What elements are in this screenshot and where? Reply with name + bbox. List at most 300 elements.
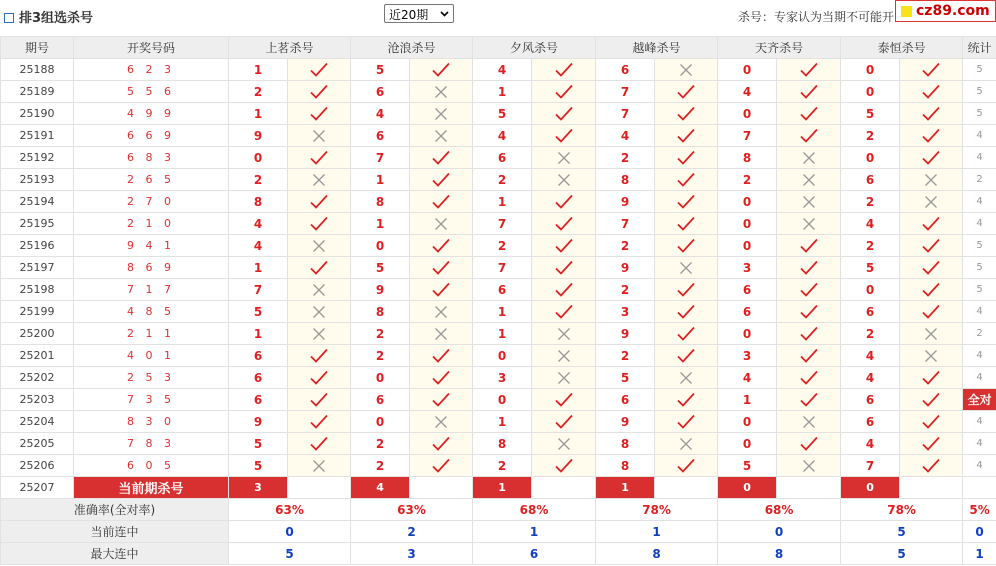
issue-cell: 25204 <box>1 411 74 433</box>
kill-number-table <box>0 36 996 565</box>
kill-number-cell: 2 <box>841 191 900 213</box>
kill-number-cell: 4 <box>841 345 900 367</box>
kill-note: 杀号：专家认为当期不可能开 <box>738 10 895 24</box>
header-expert[interactable]: 沧浪杀号 <box>351 37 473 59</box>
check-icon <box>554 304 574 320</box>
cross-icon <box>923 348 939 364</box>
check-icon <box>309 348 329 364</box>
footer-value: 8 <box>596 543 718 565</box>
header-expert[interactable]: 泰恒杀号 <box>841 37 963 59</box>
table-row <box>1 323 996 345</box>
kill-result-cell <box>410 301 473 323</box>
check-icon <box>554 260 574 276</box>
kill-number-cell: 4 <box>229 213 288 235</box>
check-icon <box>921 370 941 386</box>
kill-number-cell: 6 <box>473 279 532 301</box>
kill-number-cell: 7 <box>596 213 655 235</box>
kill-result-cell <box>900 81 963 103</box>
header-expert[interactable]: 天齐杀号 <box>718 37 841 59</box>
stat-cell: 4 <box>963 433 996 455</box>
table-row <box>1 279 996 301</box>
kill-result-cell <box>777 345 841 367</box>
kill-result-cell <box>532 433 596 455</box>
table-row <box>1 389 996 411</box>
kill-result-cell <box>655 345 718 367</box>
current-kill-cell: 3 <box>229 477 288 499</box>
draw-number-cell: 8 3 0 <box>74 411 229 433</box>
issue-cell: 25193 <box>1 169 74 191</box>
check-icon <box>309 150 329 166</box>
kill-number-cell: 4 <box>718 367 777 389</box>
cross-icon <box>923 194 939 210</box>
check-icon <box>431 370 451 386</box>
cross-icon <box>311 128 327 144</box>
check-icon <box>554 106 574 122</box>
kill-result-cell <box>288 279 351 301</box>
check-icon <box>921 436 941 452</box>
check-icon <box>676 84 696 100</box>
kill-number-cell: 7 <box>473 257 532 279</box>
kill-result-cell <box>777 367 841 389</box>
current-kill-blank <box>288 477 351 499</box>
kill-number-cell: 0 <box>841 147 900 169</box>
kill-number-cell: 8 <box>596 169 655 191</box>
check-icon <box>921 260 941 276</box>
table-header-row <box>1 37 996 59</box>
check-icon <box>431 436 451 452</box>
check-icon <box>921 106 941 122</box>
kill-result-cell <box>532 389 596 411</box>
kill-result-cell <box>777 455 841 477</box>
kill-number-cell: 6 <box>229 389 288 411</box>
kill-result-cell <box>410 169 473 191</box>
cross-icon <box>801 150 817 166</box>
kill-number-cell: 5 <box>351 257 410 279</box>
kill-number-cell: 5 <box>229 301 288 323</box>
cross-icon <box>433 414 449 430</box>
kill-result-cell <box>532 125 596 147</box>
kill-result-cell <box>777 103 841 125</box>
kill-number-cell: 7 <box>718 125 777 147</box>
kill-result-cell <box>288 103 351 125</box>
kill-result-cell <box>410 323 473 345</box>
kill-number-cell: 2 <box>596 147 655 169</box>
table-row <box>1 367 996 389</box>
check-icon <box>431 172 451 188</box>
kill-number-cell: 4 <box>229 235 288 257</box>
cross-icon <box>556 436 572 452</box>
kill-number-cell: 5 <box>229 433 288 455</box>
kill-result-cell <box>655 301 718 323</box>
kill-number-cell: 0 <box>718 411 777 433</box>
check-icon <box>799 392 819 408</box>
check-icon <box>799 282 819 298</box>
draw-number-cell: 6 2 3 <box>74 59 229 81</box>
issue-cell: 25192 <box>1 147 74 169</box>
kill-result-cell <box>532 411 596 433</box>
kill-number-cell: 3 <box>596 301 655 323</box>
draw-number-cell: 4 8 5 <box>74 301 229 323</box>
footer-label: 准确率(全对率) <box>1 499 229 521</box>
kill-result-cell <box>900 455 963 477</box>
kill-result-cell <box>777 125 841 147</box>
kill-number-cell: 1 <box>473 81 532 103</box>
kill-number-cell: 0 <box>718 103 777 125</box>
check-icon <box>799 84 819 100</box>
kill-number-cell: 2 <box>596 345 655 367</box>
kill-result-cell <box>655 191 718 213</box>
check-icon <box>676 326 696 342</box>
check-icon <box>921 238 941 254</box>
check-icon <box>676 458 696 474</box>
check-icon <box>309 62 329 78</box>
check-icon <box>309 392 329 408</box>
footer-value: 78% <box>841 499 963 521</box>
kill-result-cell <box>288 59 351 81</box>
square-icon <box>4 13 14 23</box>
kill-number-cell: 0 <box>841 81 900 103</box>
logo-square-icon <box>901 6 912 17</box>
issue-cell: 25201 <box>1 345 74 367</box>
top-bar <box>0 0 996 34</box>
check-icon <box>554 62 574 78</box>
kill-result-cell <box>655 279 718 301</box>
current-kill-cell: 1 <box>473 477 532 499</box>
cross-icon <box>556 348 572 364</box>
current-kill-blank <box>900 477 963 499</box>
check-icon <box>799 326 819 342</box>
stat-cell: 5 <box>963 279 996 301</box>
kill-number-cell: 0 <box>229 147 288 169</box>
check-icon <box>921 414 941 430</box>
stat-cell: 5 <box>963 257 996 279</box>
stat-cell-empty <box>963 477 996 499</box>
cross-icon <box>556 370 572 386</box>
cross-icon <box>311 304 327 320</box>
check-icon <box>799 436 819 452</box>
kill-number-cell: 9 <box>229 411 288 433</box>
kill-result-cell <box>777 59 841 81</box>
table-row <box>1 191 996 213</box>
cross-icon <box>923 326 939 342</box>
footer-value: 1 <box>473 521 596 543</box>
kill-number-cell: 0 <box>351 411 410 433</box>
kill-result-cell <box>777 301 841 323</box>
footer-value: 3 <box>351 543 473 565</box>
stat-cell: 5 <box>963 235 996 257</box>
draw-number-cell: 9 4 1 <box>74 235 229 257</box>
kill-number-cell: 1 <box>473 323 532 345</box>
kill-number-cell: 3 <box>718 345 777 367</box>
kill-result-cell <box>532 81 596 103</box>
kill-result-cell <box>532 345 596 367</box>
table-row <box>1 59 996 81</box>
kill-result-cell <box>288 191 351 213</box>
issue-cell: 25189 <box>1 81 74 103</box>
kill-number-cell: 4 <box>596 125 655 147</box>
table-row <box>1 433 996 455</box>
kill-result-cell <box>410 125 473 147</box>
issue-cell: 25197 <box>1 257 74 279</box>
kill-number-cell: 1 <box>473 191 532 213</box>
kill-result-cell <box>410 103 473 125</box>
check-icon <box>676 194 696 210</box>
draw-number-cell: 2 7 0 <box>74 191 229 213</box>
kill-result-cell <box>410 345 473 367</box>
header-stat: 统计 <box>963 37 996 59</box>
kill-number-cell: 6 <box>351 81 410 103</box>
draw-number-cell: 6 0 5 <box>74 455 229 477</box>
kill-number-cell: 4 <box>473 59 532 81</box>
draw-number-cell: 5 5 6 <box>74 81 229 103</box>
table-row <box>1 81 996 103</box>
header-expert[interactable]: 越峰杀号 <box>596 37 718 59</box>
kill-result-cell <box>655 213 718 235</box>
kill-result-cell <box>777 81 841 103</box>
stat-cell: 2 <box>963 323 996 345</box>
kill-number-cell: 8 <box>473 433 532 455</box>
kill-number-cell: 8 <box>351 191 410 213</box>
table-row <box>1 257 996 279</box>
kill-number-cell: 0 <box>718 59 777 81</box>
current-period-row <box>1 477 996 499</box>
issue-cell: 25188 <box>1 59 74 81</box>
check-icon <box>309 106 329 122</box>
issue-cell: 25203 <box>1 389 74 411</box>
kill-result-cell <box>288 389 351 411</box>
kill-result-cell <box>288 257 351 279</box>
kill-result-cell <box>777 433 841 455</box>
check-icon <box>431 260 451 276</box>
kill-number-cell: 8 <box>351 301 410 323</box>
table-row <box>1 235 996 257</box>
site-logo-text: cz89.com <box>916 3 990 19</box>
kill-number-cell: 6 <box>229 367 288 389</box>
draw-number-cell: 6 6 9 <box>74 125 229 147</box>
kill-result-cell <box>532 323 596 345</box>
issue-cell: 25202 <box>1 367 74 389</box>
kill-number-cell: 6 <box>473 147 532 169</box>
table-row <box>1 147 996 169</box>
stat-cell: 4 <box>963 213 996 235</box>
footer-value: 5 <box>841 543 963 565</box>
kill-result-cell <box>900 103 963 125</box>
kill-number-cell: 9 <box>596 257 655 279</box>
kill-number-cell: 5 <box>229 455 288 477</box>
kill-result-cell <box>777 389 841 411</box>
stat-cell: 全对 <box>963 389 996 411</box>
kill-number-cell: 2 <box>596 279 655 301</box>
kill-result-cell <box>777 213 841 235</box>
check-icon <box>676 150 696 166</box>
site-logo[interactable] <box>895 0 996 22</box>
kill-number-cell: 1 <box>718 389 777 411</box>
kill-number-cell: 1 <box>229 257 288 279</box>
kill-result-cell <box>655 367 718 389</box>
current-kill-blank <box>532 477 596 499</box>
footer-value: 63% <box>351 499 473 521</box>
kill-result-cell <box>288 323 351 345</box>
cross-icon <box>433 128 449 144</box>
cross-icon <box>801 216 817 232</box>
cross-icon <box>556 326 572 342</box>
kill-result-cell <box>655 103 718 125</box>
kill-result-cell <box>655 433 718 455</box>
stat-cell: 4 <box>963 367 996 389</box>
check-icon <box>554 392 574 408</box>
kill-result-cell <box>288 411 351 433</box>
kill-result-cell <box>288 301 351 323</box>
kill-number-cell: 1 <box>351 169 410 191</box>
check-icon <box>309 260 329 276</box>
footer-value: 0 <box>229 521 351 543</box>
check-icon <box>921 128 941 144</box>
kill-number-cell: 6 <box>841 411 900 433</box>
kill-number-cell: 8 <box>229 191 288 213</box>
kill-result-cell <box>655 81 718 103</box>
current-kill-cell: 0 <box>841 477 900 499</box>
kill-number-cell: 9 <box>596 191 655 213</box>
check-icon <box>431 348 451 364</box>
footer-value: 1 <box>596 521 718 543</box>
cross-icon <box>801 172 817 188</box>
check-icon <box>431 282 451 298</box>
check-icon <box>676 106 696 122</box>
header-expert[interactable]: 上茗杀号 <box>229 37 351 59</box>
issue-cell: 25198 <box>1 279 74 301</box>
kill-result-cell <box>900 345 963 367</box>
header-expert[interactable]: 夕风杀号 <box>473 37 596 59</box>
kill-number-cell: 8 <box>718 147 777 169</box>
kill-number-cell: 7 <box>229 279 288 301</box>
kill-result-cell <box>655 389 718 411</box>
kill-result-cell <box>410 59 473 81</box>
kill-result-cell <box>900 213 963 235</box>
issue-cell: 25195 <box>1 213 74 235</box>
period-select[interactable] <box>384 4 454 23</box>
kill-number-cell: 2 <box>841 125 900 147</box>
kill-number-cell: 7 <box>351 147 410 169</box>
footer-value: 2 <box>351 521 473 543</box>
check-icon <box>554 128 574 144</box>
kill-number-cell: 9 <box>596 411 655 433</box>
kill-number-cell: 0 <box>718 213 777 235</box>
kill-result-cell <box>777 147 841 169</box>
issue-cell: 25205 <box>1 433 74 455</box>
kill-result-cell <box>288 125 351 147</box>
kill-result-cell <box>288 169 351 191</box>
kill-number-cell: 2 <box>473 455 532 477</box>
check-icon <box>431 458 451 474</box>
issue-cell: 25200 <box>1 323 74 345</box>
check-icon <box>676 128 696 144</box>
kill-number-cell: 2 <box>351 433 410 455</box>
stat-cell: 5 <box>963 81 996 103</box>
kill-result-cell <box>410 389 473 411</box>
cross-icon <box>311 282 327 298</box>
issue-cell: 25190 <box>1 103 74 125</box>
check-icon <box>431 150 451 166</box>
check-icon <box>676 414 696 430</box>
kill-result-cell <box>288 433 351 455</box>
header-issue: 期号 <box>1 37 74 59</box>
stat-cell: 5 <box>963 103 996 125</box>
cross-icon <box>678 62 694 78</box>
kill-result-cell <box>900 433 963 455</box>
draw-number-cell: 2 6 5 <box>74 169 229 191</box>
footer-label: 最大连中 <box>1 543 229 565</box>
check-icon <box>921 282 941 298</box>
kill-number-cell: 2 <box>473 235 532 257</box>
issue-cell: 25191 <box>1 125 74 147</box>
check-icon <box>799 238 819 254</box>
kill-result-cell <box>410 455 473 477</box>
kill-result-cell <box>777 323 841 345</box>
check-icon <box>554 194 574 210</box>
kill-result-cell <box>532 455 596 477</box>
kill-result-cell <box>900 323 963 345</box>
kill-number-cell: 4 <box>718 81 777 103</box>
kill-result-cell <box>410 81 473 103</box>
kill-number-cell: 6 <box>841 301 900 323</box>
draw-number-cell: 7 1 7 <box>74 279 229 301</box>
check-icon <box>799 62 819 78</box>
kill-number-cell: 2 <box>718 169 777 191</box>
check-icon <box>309 194 329 210</box>
current-kill-cell: 1 <box>596 477 655 499</box>
kill-result-cell <box>288 345 351 367</box>
kill-number-cell: 2 <box>229 169 288 191</box>
footer-label: 当前连中 <box>1 521 229 543</box>
kill-number-cell: 5 <box>596 367 655 389</box>
stat-cell: 4 <box>963 455 996 477</box>
check-icon <box>554 84 574 100</box>
kill-number-cell: 5 <box>841 103 900 125</box>
page-title <box>4 7 93 26</box>
stat-cell: 4 <box>963 411 996 433</box>
draw-number-cell: 2 5 3 <box>74 367 229 389</box>
check-icon <box>309 414 329 430</box>
check-icon <box>676 304 696 320</box>
kill-result-cell <box>288 367 351 389</box>
check-icon <box>431 238 451 254</box>
cross-icon <box>556 172 572 188</box>
kill-result-cell <box>900 147 963 169</box>
check-icon <box>799 348 819 364</box>
footer-value: 68% <box>718 499 841 521</box>
current-kill-cell: 0 <box>718 477 777 499</box>
footer-value: 0 <box>718 521 841 543</box>
table-row <box>1 455 996 477</box>
kill-result-cell <box>655 323 718 345</box>
cross-icon <box>311 172 327 188</box>
draw-number-cell: 4 0 1 <box>74 345 229 367</box>
current-kill-cell: 4 <box>351 477 410 499</box>
footer-value: 63% <box>229 499 351 521</box>
check-icon <box>676 392 696 408</box>
kill-number-cell: 2 <box>841 235 900 257</box>
current-kill-blank <box>777 477 841 499</box>
kill-result-cell <box>410 411 473 433</box>
table-row <box>1 213 996 235</box>
cross-icon <box>801 194 817 210</box>
kill-number-cell: 0 <box>351 235 410 257</box>
kill-number-cell: 1 <box>229 103 288 125</box>
check-icon <box>309 84 329 100</box>
kill-number-cell: 9 <box>596 323 655 345</box>
footer-stat: 1 <box>963 543 996 565</box>
check-icon <box>554 414 574 430</box>
